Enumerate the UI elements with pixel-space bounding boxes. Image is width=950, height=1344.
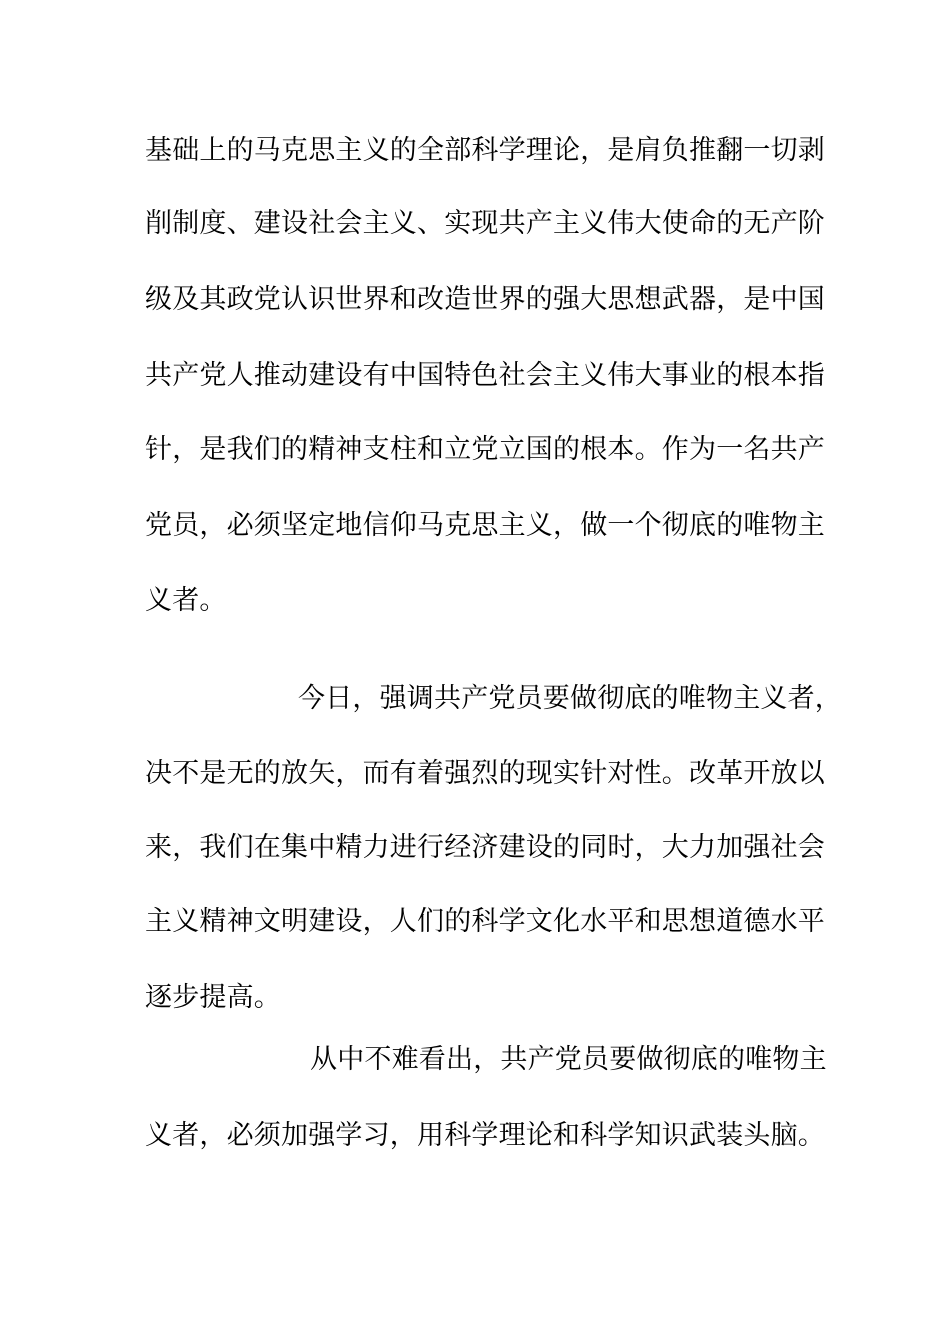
text-line: 来，我们在集中精力进行经济建设的同时，大力加强社会 [145,832,825,863]
text-line: 党员，必须坚定地信仰马克思主义，做一个彻底的唯物主 [145,510,825,541]
text-line: 共产党人推动建设有中国特色社会主义伟大事业的根本指 [145,360,825,391]
text-line: 义者。 [145,585,227,616]
text-line: 今日，强调共产党员要做彻底的唯物主义者， [298,683,842,714]
text-line: 主义精神文明建设，人们的科学文化水平和思想道德水平 [145,906,825,937]
text-line: 义者，必须加强学习，用科学理论和科学知识武装头脑。 [145,1120,825,1151]
text-line: 决不是无的放矢，而有着强烈的现实针对性。改革开放以 [145,758,825,789]
text-line: 基础上的马克思主义的全部科学理论，是肩负推翻一切剥 [145,135,825,166]
text-line: 削制度、建设社会主义、实现共产主义伟大使命的无产阶 [145,208,825,239]
text-line: 针，是我们的精神支柱和立党立国的根本。作为一名共产 [145,434,825,465]
text-line: 逐步提高。 [145,982,281,1013]
text-line: 从中不难看出，共产党员要做彻底的唯物主 [310,1044,827,1075]
text-line: 级及其政党认识世界和改造世界的强大思想武器，是中国 [145,284,825,315]
